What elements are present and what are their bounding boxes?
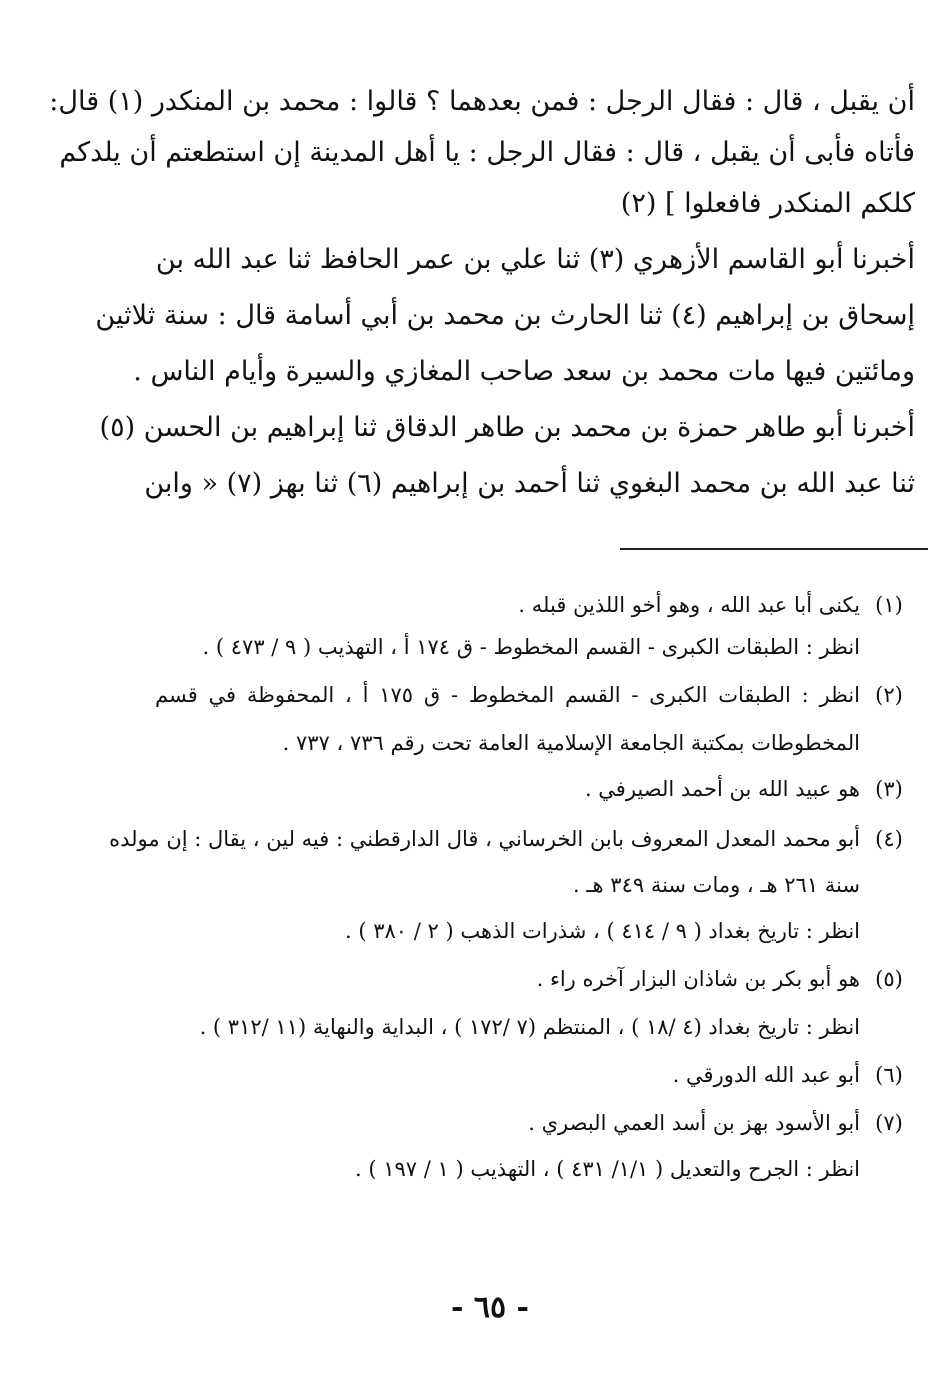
footnote-line: هو أبو بكر بن شاذان البزار آخره راء . bbox=[536, 967, 860, 991]
footnote-line: انظر : تاريخ بغداد ( ٩ / ٤١٤ ) ، شذرات الذهب ( ٢ / ٣٨٠ ) . bbox=[345, 919, 860, 943]
footnote-number: (٦) bbox=[875, 1063, 903, 1087]
footnote-number: (٤) bbox=[875, 827, 903, 851]
footnote-number: (٣) bbox=[875, 777, 903, 801]
page-number: - ٦٥ - bbox=[450, 1290, 530, 1325]
body-line: أخبرنا أبو طاهر حمزة بن محمد بن طاهر الدقاق ثنا إبراهيم بن الحسن (٥) bbox=[99, 412, 915, 443]
body-line: كلكم المنكدر فافعلوا ] (٢) bbox=[620, 188, 915, 219]
body-line: فأتاه فأبى أن يقبل ، قال : فقال الرجل : يا أهل المدينة إن استطعتم أن يلدكم bbox=[59, 137, 915, 168]
footnote-number: (٧) bbox=[875, 1111, 903, 1135]
body-line: أن يقبل ، قال : فقال الرجل : فمن بعدهما ؟ قالوا : محمد بن المنكدر (١) قال: bbox=[49, 86, 915, 117]
footnote-line: انظر : الطبقات الكبرى - القسم المخطوط - ق ١٧٤ أ ، التهذيب ( ٩ / ٤٧٣ ) . bbox=[202, 635, 860, 659]
footnote-line: أبو محمد المعدل المعروف بابن الخرساني ، قال الدارقطني : فيه لين ، يقال : إن مولده bbox=[109, 827, 860, 851]
body-line: إسحاق بن إبراهيم (٤) ثنا الحارث بن محمد بن أبي أسامة قال : سنة ثلاثين bbox=[95, 300, 915, 331]
body-line: ثنا عبد الله بن محمد البغوي ثنا أحمد بن إبراهيم (٦) ثنا بهز (٧) « وابن bbox=[144, 468, 915, 499]
footnote-line: انظر : الجرح والتعديل ( ١/١/ ٤٣١ ) ، التهذيب ( ١ / ١٩٧ ) . bbox=[355, 1157, 860, 1181]
footnote-number: (١) bbox=[875, 593, 903, 617]
footnote-line: أبو عبد الله الدورقي . bbox=[672, 1063, 860, 1087]
footnote-line: هو عبيد الله بن أحمد الصيرفي . bbox=[584, 777, 860, 801]
footnote-line: انظر : تاريخ بغداد (٤ /١٨ ) ، المنتظم (٧ /١٧٢ ) ، البداية والنهاية (١١ /٣١٢ ) . bbox=[199, 1015, 860, 1039]
footnote-line: أبو الأسود بهز بن أسد العمي البصري . bbox=[528, 1111, 860, 1135]
footnote-divider bbox=[620, 548, 928, 550]
footnote-line: يكنى أبا عبد الله ، وهو أخو اللذين قبله . bbox=[518, 593, 860, 617]
footnote-line: سنة ٢٦١ هـ ، ومات سنة ٣٤٩ هـ . bbox=[573, 873, 860, 897]
body-line: ومائتين فيها مات محمد بن سعد صاحب المغازي والسيرة وأيام الناس . bbox=[133, 356, 915, 387]
footnote-number: (٥) bbox=[875, 967, 903, 991]
footnote-line: المخطوطات بمكتبة الجامعة الإسلامية العامة تحت رقم ٧٣٦ ، ٧٣٧ . bbox=[282, 731, 860, 755]
body-line: أخبرنا أبو القاسم الأزهري (٣) ثنا علي بن عمر الحافظ ثنا عبد الله بن bbox=[155, 244, 915, 275]
footnote-line: انظر : الطبقات الكبرى - القسم المخطوط - ق ١٧٥ أ ، المحفوظة في قسم bbox=[155, 683, 861, 707]
footnote-number: (٢) bbox=[875, 683, 903, 707]
